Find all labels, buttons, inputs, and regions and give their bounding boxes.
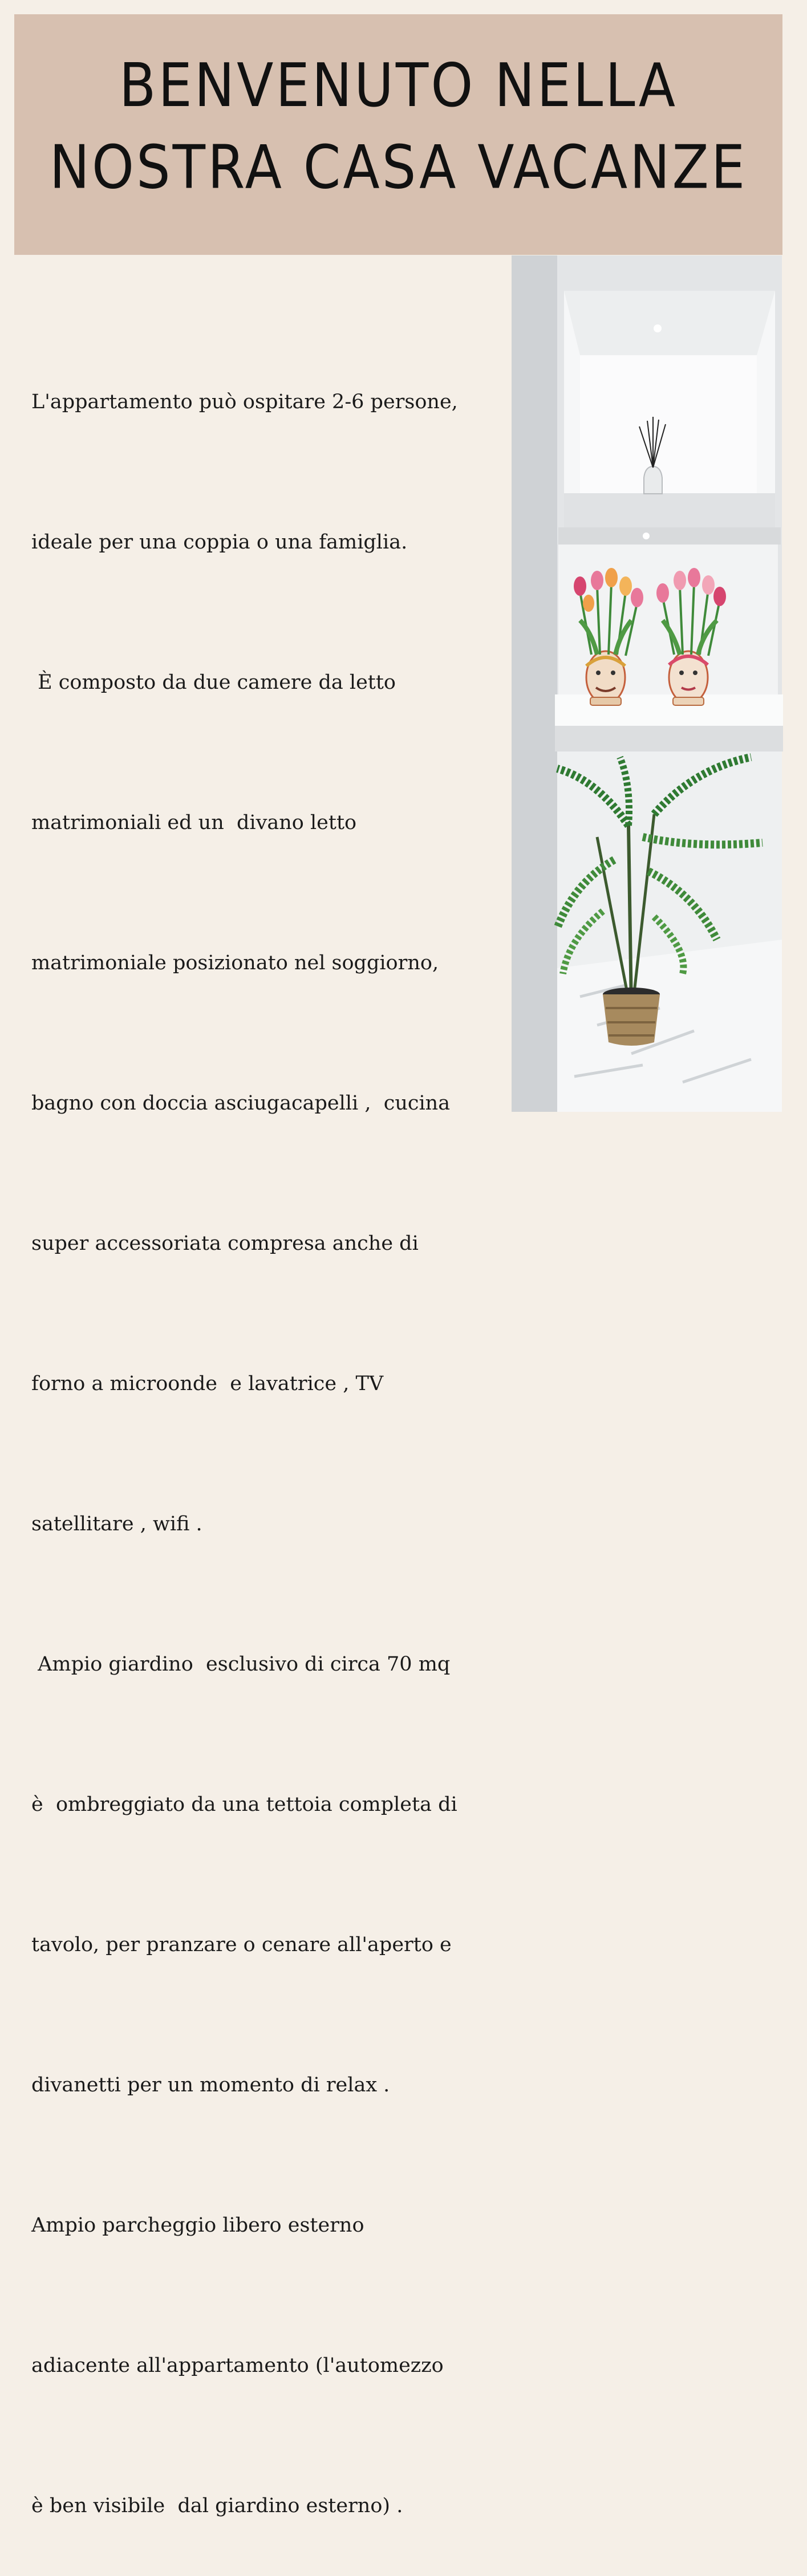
- description-line: ideale per una coppia o una famiglia.: [31, 531, 408, 554]
- description-line: è ben visibile dal giardino esterno) .: [31, 2494, 403, 2517]
- description-line: matrimoniali ed un divano letto: [31, 811, 357, 834]
- description-line: matrimoniale posizionato nel soggiorno,: [31, 952, 439, 974]
- basket-pot-icon: [603, 988, 660, 1046]
- ceramic-head-vase-icon: [586, 651, 625, 705]
- description-line: adiacente all'appartamento (l'automezzo: [31, 2354, 444, 2377]
- upper-niche: [564, 291, 775, 527]
- description-line: Ampio giardino esclusivo di circa 70 mq: [31, 1653, 451, 1676]
- title-line-1: BENVENUTO NELLA: [119, 51, 678, 121]
- header-band: [14, 14, 782, 255]
- lower-niche: [557, 751, 782, 1112]
- ceramic-head-vase-icon: [669, 651, 708, 705]
- description-line: divanetti per un momento di relax .: [31, 2074, 390, 2096]
- page-title: [14, 46, 782, 209]
- description-line: super accessoriata compresa anche di: [31, 1232, 419, 1255]
- decor-niches-photo: [512, 255, 782, 1112]
- description-line: forno a microonde e lavatrice , TV: [31, 1372, 384, 1395]
- middle-niche: [555, 527, 783, 751]
- description-line: L'appartamento può ospitare 2-6 persone,: [31, 391, 458, 413]
- description-text: [31, 285, 516, 2576]
- description-line: è ombreggiato da una tettoia completa di: [31, 1793, 457, 1816]
- description-line: Ampio parcheggio libero esterno: [31, 2214, 364, 2237]
- description-line: tavolo, per pranzare o cenare all'aperto e: [31, 1933, 452, 1956]
- title-line-2: NOSTRA CASA VACANZE: [49, 133, 748, 203]
- description-line: satellitare , wifi .: [31, 1513, 202, 1535]
- description-line: bagno con doccia asciugacapelli , cucina: [31, 1092, 451, 1115]
- description-line: È composto da due camere da letto: [31, 671, 396, 694]
- decor-niches-illustration: [512, 255, 782, 1112]
